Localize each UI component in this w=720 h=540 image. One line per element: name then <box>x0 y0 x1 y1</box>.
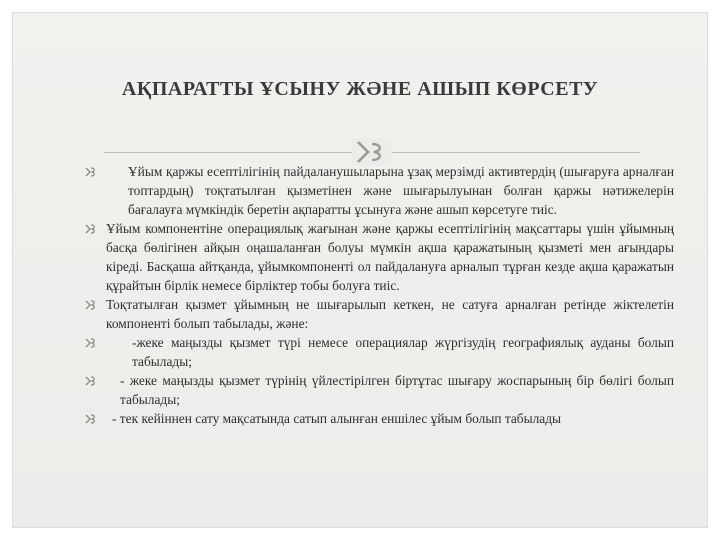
slide-title: АҚПАРАТТЫ ҰСЫНУ ЖӘНЕ АШЫП КӨРСЕТУ <box>121 78 599 100</box>
item-text: Ұйым компонентіне операциялық жағынан және қаржы есептілігінің мақсаттары үшін ұйымның басқа бөлігінен айқын оңашаланған болуы мүмкін ақша қаражатының қызметі мен ағындары кіреді. Басқаша айтқанда, ұйымкомпоненті ол пайдалануға арналып тұрған кезде ақша қаражатын құрайтын бірлік немесе бірліктер тобы болуға тиіс. <box>106 221 674 293</box>
bullet-icon <box>84 298 98 312</box>
item-text: -жеке маңызды қызмет түрі немесе операциялар жүргізудің географиялық ауданы болып табылады; <box>132 335 674 369</box>
bullet-icon <box>84 165 98 179</box>
item-text: Ұйым қаржы есептілігінің пайдаланушыларына ұзақ мерзімді активтердің (шығаруға арналған топтардың) тоқтатылған қызметінен және шығарылуынан болған қаржы нәтижелерін бағалауға мүмкіндік беретін ақпаратты ұсынуға және ашып көрсетуге тиіс. <box>128 164 674 217</box>
bullet-icon <box>84 222 98 236</box>
list-item <box>84 409 674 428</box>
bullet-icon <box>84 336 98 350</box>
item-text: - жеке маңызды қызмет түрінің үйлестірілген біртұтас шығару жоспарының бір бөлігі болып табылады; <box>120 373 674 407</box>
list-item <box>84 219 674 295</box>
list-item <box>84 162 674 219</box>
item-text: - тек кейіннен сату мақсатында сатып алынған еншілес ұйым болып табылады <box>112 411 562 426</box>
list-item <box>84 371 674 409</box>
bullet-icon <box>84 374 98 388</box>
bullet-list <box>84 162 674 428</box>
list-item <box>84 333 674 371</box>
item-text: Тоқтатылған қызмет ұйымның не шығарылып кеткен, не сатуға арналған ретінде жіктелетін компоненті болып табылады, және: <box>106 297 674 331</box>
list-item <box>84 295 674 333</box>
bullet-icon <box>84 412 98 426</box>
